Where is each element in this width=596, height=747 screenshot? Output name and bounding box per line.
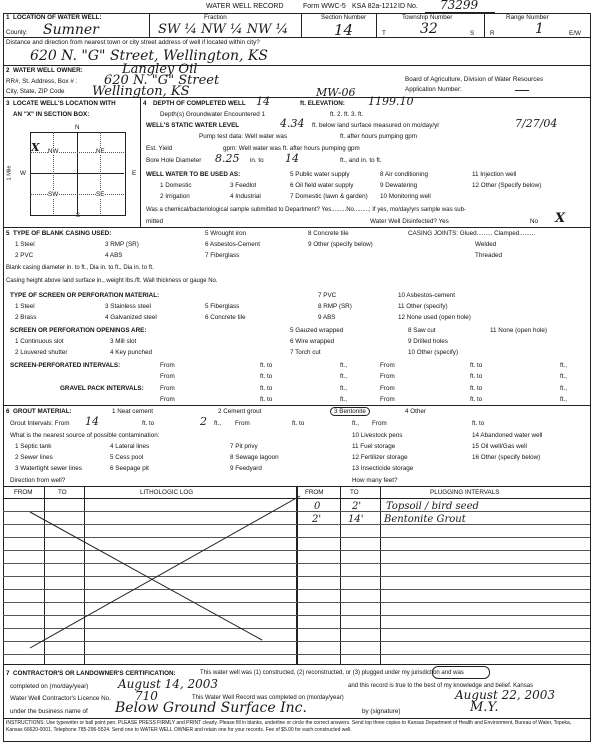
quadrant-ne: NE — [96, 148, 105, 155]
screen-item[interactable]: 4 Galvanized steel — [105, 314, 157, 321]
opening-item[interactable]: 10 Other (specify) — [408, 349, 459, 356]
rr-value: 620 N. "G" Street — [104, 73, 220, 88]
screen-item[interactable]: 3 Stainless steel — [105, 303, 151, 310]
opening-item[interactable]: 4 Key punched — [110, 349, 153, 356]
mitted-label: mitted — [146, 218, 164, 225]
mile-label: 1 Mile — [6, 165, 13, 181]
business-value: Below Ground Surface Inc. — [115, 700, 307, 716]
contam-item[interactable]: 10 Livestock pens — [352, 432, 403, 439]
record-date-value: August 22, 2003 — [455, 688, 556, 702]
screen-item[interactable]: 8 RMP (SR) — [318, 303, 352, 310]
grout-from-value: 14 — [85, 415, 99, 428]
gpi-ft-to: ft. to — [260, 396, 273, 403]
completed-value: August 14, 2003 — [118, 677, 219, 691]
log-litho-header: LITHOLOGIC LOG — [140, 489, 194, 496]
grout-ft-to3: ft. to — [472, 420, 485, 427]
compass-n: N — [75, 124, 80, 131]
spi-from: From — [380, 373, 395, 380]
spi-from: From — [380, 362, 395, 369]
screen-label: TYPE OF SCREEN OR PERFORATION MATERIAL: — [10, 292, 160, 299]
spi-ft-to: ft. to — [260, 373, 273, 380]
casing-item[interactable]: 4 ABS — [105, 252, 123, 259]
county-value: Sumner — [43, 22, 99, 38]
instructions: INSTRUCTIONS: Use typewriter or ball point pen. PLEASE PRESS FIRMLY and PRINT clearly. Please fill in blanks, underline or circle the correct answers. Send top three copies to Kansas Department of Health and Environment, Bureau of Water, Topeka, Kansas 66620-0001. Telephone 785-296-5524. Send one to WATER WELL OWNER and retain one for your records. Fee of $5.00 for each constructed well. — [6, 720, 572, 733]
section-7-label: CONTRACTOR'S OR LANDOWNER'S CERTIFICATION: — [13, 670, 176, 677]
log-from-header: FROM — [14, 489, 33, 496]
opening-item[interactable]: 11 None (open hole) — [490, 327, 547, 334]
cert-line-2: and this record is true to the best of my knowledge and belief. Kansas — [348, 683, 534, 689]
section-3-label: LOCATE WELL'S LOCATION WITH — [13, 100, 116, 107]
log-to-header: TO — [58, 489, 67, 496]
contam-item[interactable]: 4 Lateral lines — [110, 443, 150, 450]
yield-label: Est. Yield — [146, 145, 173, 152]
business-label: under the business name of — [10, 708, 88, 715]
groundwater-label: Depth(s) Groundwater Encountered 1 — [160, 111, 266, 118]
completed-label: completed on (mo/day/year) — [10, 683, 89, 690]
board-label: Board of Agriculture, Division of Water Resources — [405, 76, 544, 83]
gpi-from: From — [160, 396, 175, 403]
signature-label: by (signature) — [362, 708, 401, 715]
use-item[interactable]: 7 Domestic (lawn & garden) — [290, 193, 368, 200]
grout-option-selected[interactable]: 3 Bentonite — [330, 407, 370, 416]
screen-item[interactable]: 2 Brass — [15, 314, 37, 321]
cert-line-3: This Water Well Record was completed on (mo/day/year) — [192, 695, 344, 701]
gpi-ft-to: ft. to — [470, 396, 483, 403]
casing-item[interactable]: 6 Asbestos-Cement — [205, 241, 260, 248]
owner-value: Langley Oil — [122, 62, 198, 77]
spi-from: From — [160, 362, 175, 369]
use-item[interactable]: 6 Oil field water supply — [290, 182, 354, 189]
screen-item[interactable]: 5 Fiberglass — [205, 303, 240, 310]
opening-item[interactable]: 3 Mill slot — [110, 338, 137, 345]
spi-ft: ft., — [340, 362, 347, 369]
opening-item[interactable]: 5 Gauzed wrapped — [290, 327, 344, 334]
application-label: Application Number: — [405, 86, 462, 93]
opening-item[interactable]: 1 Continuous slot — [15, 338, 64, 345]
casing-diameter-line: Blank casing diameter in. to ft., Dia in. to ft., Dia in. to ft. — [6, 265, 154, 271]
groundwater-rest: ft. 2. ft. 3. ft. — [330, 111, 364, 118]
use-item[interactable]: 3 Feedlot — [230, 182, 257, 189]
contam-item[interactable]: 1 Septic tank — [15, 443, 52, 450]
grout-intervals-label: Grout Intervals: From — [10, 420, 70, 427]
signature: M.Y. — [470, 700, 499, 715]
grout-ft: ft., — [214, 420, 221, 427]
casing-item[interactable]: 7 Fiberglass — [205, 252, 240, 259]
static-rest: ft. below land surface measured on mo/day/yr — [312, 122, 440, 129]
use-item[interactable]: 10 Monitoring well — [380, 193, 431, 200]
pump-rest: ft. after hours pumping gpm — [340, 133, 418, 140]
contam-item[interactable]: 8 Sewage lagoon — [230, 454, 279, 461]
fraction-label: Fraction — [204, 14, 227, 21]
elevation-value: 1199.10 — [368, 95, 414, 108]
gpi-ft: ft., — [560, 396, 567, 403]
casing-item[interactable]: 3 RMP (SR) — [105, 241, 139, 248]
bore-in-to: in. to — [250, 157, 264, 164]
grout-ft-to2: ft. to — [292, 420, 305, 427]
form-number: Form WWC-5 — [303, 3, 346, 10]
log-plug-header: PLUGGING INTERVALS — [430, 489, 500, 496]
plug-row-desc: Bentonite Grout — [384, 514, 466, 525]
use-item[interactable]: 4 Industrial — [230, 193, 261, 200]
spi-from: From — [160, 373, 175, 380]
distance-label: Distance and direction from nearest town or city street address of well if located within city? — [6, 39, 260, 46]
log-from2-header: FROM — [305, 489, 324, 496]
openings-label: SCREEN OR PERFORATION OPENINGS ARE: — [10, 327, 147, 334]
bore-rest: ft., and in. to ft. — [340, 157, 382, 164]
gravel-intervals-label: GRAVEL PACK INTERVALS: — [60, 385, 144, 392]
casing-item[interactable]: 2 PVC — [15, 252, 34, 259]
casing-item[interactable]: Threaded — [475, 252, 502, 259]
license-label: Water Well Contractor's Licence No. — [10, 695, 111, 702]
static-date: 7/27/04 — [515, 117, 558, 130]
screen-intervals-label: SCREEN-PERFORATED INTERVALS: — [10, 362, 121, 369]
contam-item[interactable]: 16 Other (specify below) — [472, 454, 541, 461]
contam-item[interactable]: 15 Oil well/Gas well — [472, 443, 527, 450]
use-item[interactable]: 5 Public water supply — [290, 171, 350, 178]
section-5-label: TYPE OF BLANK CASING USED: — [13, 230, 112, 237]
section-2-label: WATER WELL OWNER: — [13, 67, 83, 74]
spi-ft: ft., — [560, 373, 567, 380]
log-to2-header: TO — [350, 489, 359, 496]
screen-item[interactable]: 10 Asbestos-cement — [398, 292, 456, 299]
section-2-number: 2 — [6, 67, 10, 74]
township-s: S — [470, 30, 475, 37]
chem-label: Was a chemical/bacteriological sample submitted to Department? Yes.........No.........; If yes, mo/day/yrs sample was sub- — [146, 207, 466, 213]
spi-ft: ft., — [340, 373, 347, 380]
plug-row-from: 2' — [312, 514, 322, 525]
spi-ft-to: ft. to — [260, 362, 273, 369]
grout-to-value: 2 — [200, 415, 207, 428]
screen-item[interactable]: 12 None used (open hole) — [398, 314, 471, 321]
gpi-from: From — [380, 385, 395, 392]
gpi-from: From — [160, 385, 175, 392]
grout-option[interactable]: 4 Other — [405, 408, 426, 415]
section-6-number: 6 — [6, 408, 10, 415]
bore-value: 8.25 — [215, 152, 240, 165]
plug-row-from: 0 — [314, 501, 321, 512]
id-label: ID No. — [398, 3, 418, 10]
gpi-ft-to: ft. to — [470, 385, 483, 392]
grout-ft2: ft., — [352, 420, 359, 427]
bore-label: Bore Hole Diameter — [146, 157, 202, 164]
pump-label: Pump test data: Well water was — [199, 133, 288, 140]
casing-item[interactable]: 8 Concrete tile — [308, 230, 349, 237]
screen-item[interactable]: 6 Concrete tile — [205, 314, 246, 321]
gpi-ft: ft., — [340, 385, 347, 392]
compass-e: E — [132, 170, 137, 177]
spi-ft: ft., — [560, 362, 567, 369]
contam-label: What is the nearest source of possible contamination: — [10, 432, 160, 439]
static-value: 4.34 — [280, 117, 305, 130]
elevation-label: ft. ELEVATION: — [300, 100, 345, 107]
distance-value: 620 N. "G" Street, Wellington, KS — [30, 48, 268, 64]
plug-row-to: 14' — [348, 514, 364, 525]
use-label: WELL WATER TO BE USED AS: — [146, 171, 241, 178]
quadrant-se: SE — [96, 191, 105, 198]
city-label: City, State, ZIP Code — [6, 88, 65, 95]
section-3-label2: AN "X" IN SECTION BOX: — [13, 111, 90, 118]
bore-to-value: 14 — [285, 152, 299, 165]
grout-ft-to: ft. to — [142, 420, 155, 427]
section-number-value: 14 — [334, 21, 354, 39]
use-item[interactable]: 8 Air conditioning — [380, 171, 428, 178]
contam-item[interactable]: 12 Fertilizer storage — [352, 454, 408, 461]
gpi-from: From — [380, 396, 395, 403]
rule — [3, 664, 590, 665]
static-label: WELL'S STATIC WATER LEVEL — [146, 122, 240, 129]
plugged-circle — [432, 666, 490, 679]
section-5-number: 5 — [6, 230, 10, 237]
casing-item[interactable]: 1 Steel — [15, 241, 35, 248]
depth-label: DEPTH OF COMPLETED WELL — [153, 100, 246, 107]
fraction-value: SW ¼ NW ¼ NW ¼ — [158, 22, 289, 37]
range-value: 1 — [535, 21, 544, 37]
grout-from3: From — [372, 420, 387, 427]
ksa-number: KSA 82a-1212 — [352, 3, 398, 10]
direction-label: Direction from well? — [10, 477, 66, 484]
range-r: R — [490, 30, 495, 37]
quadrant-nw: NW — [48, 148, 59, 155]
license-value: 710 — [135, 689, 158, 703]
casing-item[interactable]: Welded — [475, 241, 497, 248]
contam-item[interactable]: 5 Cess pool — [110, 454, 144, 461]
township-t: T — [382, 30, 386, 37]
cert-line-1: This water well was (1) constructed, (2) reconstructed, or (3) plugged under my jurisdiction and was — [200, 670, 464, 676]
casing-height-line: Casing height above land surface in., weight lbs./ft. Wall thickness or gauge No. — [6, 278, 218, 284]
plug-row-desc: Topsoil / bird seed — [386, 501, 479, 512]
opening-item[interactable]: 9 Drilled holes — [408, 338, 448, 345]
depth-value: 14 — [256, 95, 270, 108]
section-6-label: GROUT MATERIAL: — [13, 408, 72, 415]
rule — [3, 718, 590, 719]
township-value: 32 — [420, 21, 438, 37]
opening-item[interactable]: 7 Torch cut — [290, 349, 321, 356]
city-value: Wellington, KS — [92, 84, 190, 99]
county-label: County: — [6, 29, 28, 36]
screen-item[interactable]: 1 Steel — [15, 303, 35, 310]
range-ew: E/W — [569, 30, 581, 37]
section-3-number: 3 — [6, 100, 10, 107]
quadrant-sw: SW — [48, 191, 59, 198]
contam-item[interactable]: 11 Fuel storage — [352, 443, 396, 450]
use-item[interactable]: 2 Irrigation — [160, 193, 190, 200]
spi-ft-to: ft. to — [470, 373, 483, 380]
contam-item[interactable]: 7 Pit privy — [230, 443, 258, 450]
section-1-number: 1 — [6, 14, 10, 21]
grout-option[interactable]: 2 Cement grout — [218, 408, 262, 415]
screen-item[interactable]: 7 PVC — [318, 292, 337, 299]
casing-joints: CASING JOINTS: Glued......... Clamped......... — [408, 230, 536, 237]
how-many-label: How many feet? — [352, 477, 398, 484]
id-value: 73299 — [440, 0, 479, 12]
opening-item[interactable]: 2 Louvered shutter — [15, 349, 68, 356]
casing-item[interactable]: 5 Wrought iron — [205, 230, 247, 237]
township-label: Township Number — [402, 14, 453, 21]
location-mark: X — [31, 141, 40, 154]
screen-item[interactable]: 9 ABS — [318, 314, 336, 321]
compass-w: W — [20, 170, 26, 177]
contam-item[interactable]: 13 Insecticide storage — [352, 465, 414, 472]
no-label: No — [530, 218, 539, 225]
no-mark: X — [555, 211, 566, 226]
contam-item[interactable]: 2 Sewer lines — [15, 454, 53, 461]
opening-item[interactable]: 6 Wire wrapped — [290, 338, 335, 345]
range-label: Range Number — [506, 14, 549, 21]
use-item[interactable]: 1 Domestic — [160, 182, 192, 189]
gpi-ft: ft., — [340, 396, 347, 403]
gpi-ft-to: ft. to — [260, 385, 273, 392]
contam-item[interactable]: 14 Abandoned water well — [472, 432, 543, 439]
form-title: WATER WELL RECORD — [206, 3, 284, 10]
casing-item[interactable]: 9 Other (specify below) — [308, 241, 373, 248]
section-7-number: 7 — [6, 670, 10, 677]
use-item[interactable]: 11 Injection well — [472, 171, 517, 178]
use-item[interactable]: 9 Dewatering — [380, 182, 418, 189]
opening-item[interactable]: 8 Saw cut — [408, 327, 436, 334]
yield-rest: gpm: Well water was ft. after hours pumping gpm — [223, 145, 360, 152]
disinfected-label: Water Well Disinfected? Yes — [370, 218, 449, 225]
rr-label: RR#, St. Address, Box # : — [6, 78, 78, 85]
grout-option[interactable]: 1 Neat cement — [112, 408, 153, 415]
spi-ft-to: ft. to — [470, 362, 483, 369]
mw-value: MW-06 — [316, 86, 356, 99]
screen-item[interactable]: 11 Other (specify) — [398, 303, 448, 310]
section-4-number: 4 — [143, 100, 147, 107]
section-1-label: LOCATION OF WATER WELL: — [13, 14, 102, 21]
contam-item[interactable]: 3 Watertight sewer lines — [15, 465, 82, 472]
grout-from2: From — [235, 420, 250, 427]
compass-s: S — [76, 212, 81, 219]
contam-item[interactable]: 9 Feedyard — [230, 465, 262, 472]
gpi-ft: ft., — [560, 385, 567, 392]
use-item[interactable]: 12 Other (Specify below) — [472, 182, 542, 189]
contam-item[interactable]: 6 Seepage pit — [110, 465, 149, 472]
section-number-label: Section Number — [321, 14, 367, 21]
plug-row-to: 2' — [352, 501, 362, 512]
